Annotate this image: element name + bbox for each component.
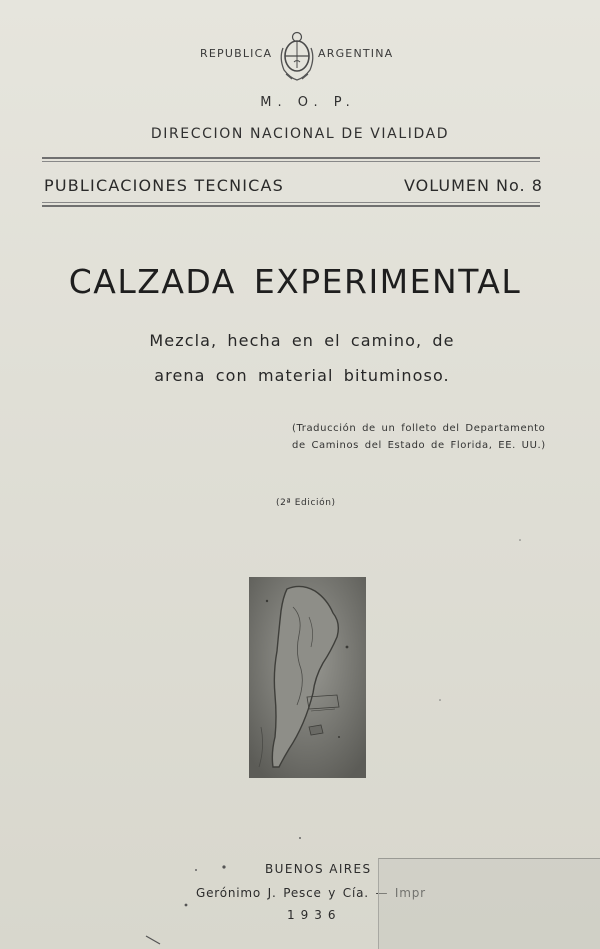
document-title: CALZADA EXPERIMENTAL <box>68 262 522 301</box>
top-rule <box>42 157 540 159</box>
directorate-label: DIRECCION NACIONAL DE VIALIDAD <box>150 126 450 142</box>
translation-note-line-2: de Caminos del Estado de Florida, EE. UU.) <box>292 440 546 451</box>
imprint-printer: Gerónimo J. Pesce y Cía. — Impr <box>196 886 426 900</box>
overlay-stamp <box>378 858 600 949</box>
series-name: PUBLICACIONES TECNICAS <box>44 176 285 195</box>
subtitle-line-2: arena con material bituminoso. <box>154 366 450 385</box>
country-right-label: ARGENTINA <box>318 47 394 60</box>
bottom-rule <box>42 205 540 207</box>
coat-of-arms-icon <box>276 26 318 84</box>
country-left-label: REPUBLICA <box>200 47 273 60</box>
subtitle-line-1: Mezcla, hecha en el camino, de <box>149 331 455 350</box>
translation-note-line-1: (Traducción de un folleto del Departamento <box>292 423 546 434</box>
map-relief-icon <box>249 577 366 778</box>
imprint-city: BUENOS AIRES <box>265 862 372 876</box>
argentina-map-image <box>249 577 366 778</box>
header-row <box>0 26 600 88</box>
ministry-label: M. O. P. <box>260 95 356 110</box>
volume-number: VOLUMEN No. 8 <box>404 176 543 195</box>
imprint-year: 1936 <box>287 908 342 922</box>
edition-label: (2ª Edición) <box>276 498 336 508</box>
top-rule-thin <box>42 161 540 162</box>
bottom-rule-thin <box>42 202 540 203</box>
